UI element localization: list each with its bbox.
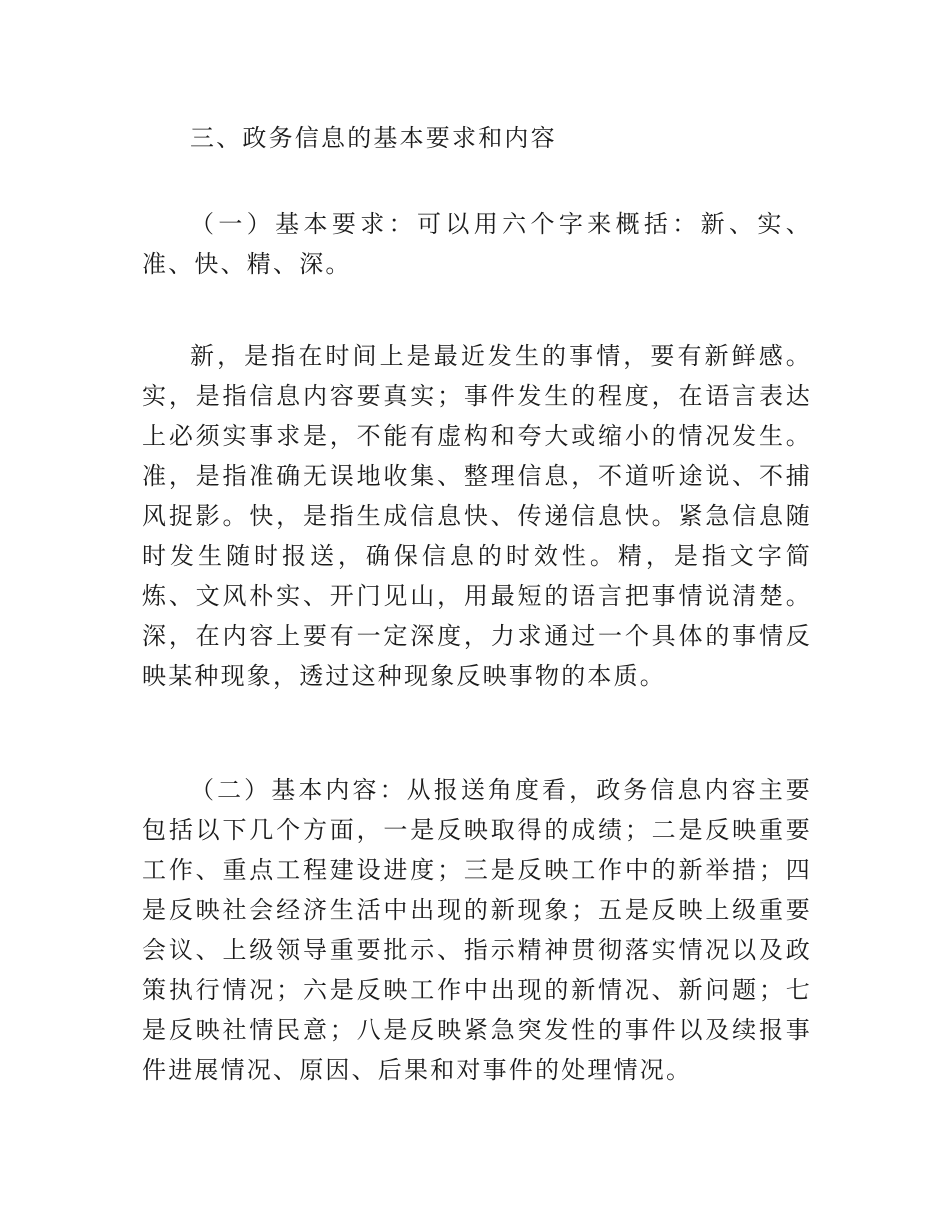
section-heading: 三、政务信息的基本要求和内容 bbox=[190, 124, 557, 152]
paragraph-requirement-details: 新，是指在时间上是最近发生的事情，要有新鲜感。实，是指信息内容要真实；事件发生的程度，在语言表达上必须实事求是，不能有虚构和夸大或缩小的情况发生。准，是指准确无误地收集、整理信息，不道听途说、不捕风捉影。快，是指生成信息快、传递信息快。紧急信息随时发生随时报送，确保信息的时效性。精，是指文字简炼、文风朴实、开门见山，用最短的语言把事情说清楚。深，在内容上要有一定深度，力求通过一个具体的事情反映某种现象，透过这种现象反映事物的本质。 bbox=[142, 342, 812, 690]
paragraph-basic-content: （二）基本内容：从报送角度看，政务信息内容主要包括以下几个方面，一是反映取得的成绩；二是反映重要工作、重点工程建设进度；三是反映工作中的新举措；四是反映社会经济生活中出现的新现象；五是反映上级重要会议、上级领导重要批示、指示精神贯彻落实情况以及政策执行情况；六是反映工作中出现的新情况、新问题；七是反映社情民意；八是反映紧急突发性的事件以及续报事件进展情况、原因、后果和对事件的处理情况。 bbox=[142, 776, 812, 1084]
paragraph-basic-requirements: （一）基本要求：可以用六个字来概括：新、实、准、快、精、深。 bbox=[142, 210, 812, 278]
